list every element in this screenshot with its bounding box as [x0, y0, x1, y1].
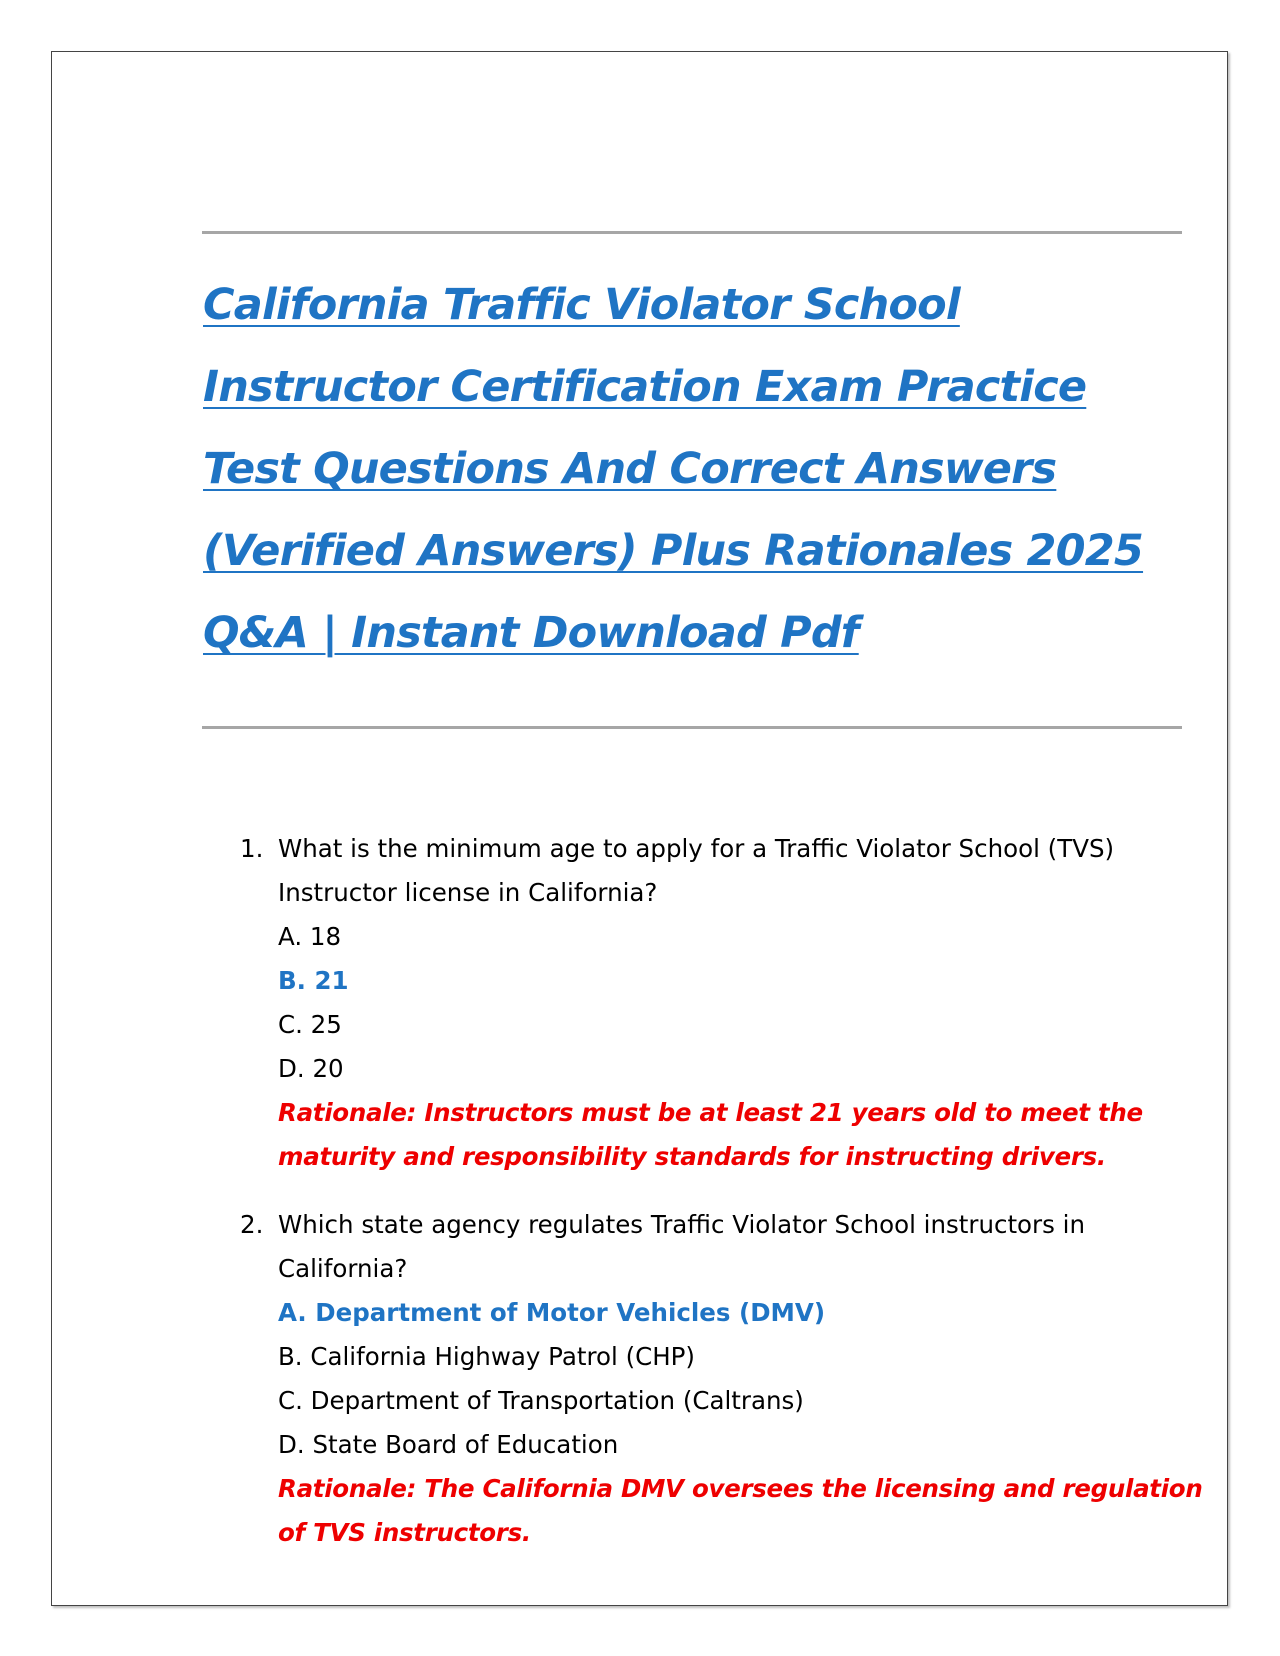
answer-option-d: D. 20 — [278, 1054, 344, 1083]
question-text: Instructor license in California? — [278, 878, 658, 907]
answer-option-b-correct: B. 21 — [278, 966, 349, 995]
answer-option-a-correct: A. Department of Motor Vehicles (DMV) — [278, 1298, 826, 1327]
answer-option-b: B. California Highway Patrol (CHP) — [278, 1342, 695, 1371]
answer-option-c: C. 25 — [278, 1010, 342, 1039]
title-line: Q&A | Instant Download Pdf — [203, 608, 859, 658]
title-line: Instructor Certification Exam Practice — [203, 362, 1087, 412]
answer-option-d: D. State Board of Education — [278, 1430, 619, 1459]
title-line: (Verified Answers) Plus Rationales 2025 — [203, 526, 1144, 576]
question-1-stem — [240, 827, 1180, 915]
question-number: 2. — [240, 1210, 264, 1239]
question-number: 1. — [240, 834, 264, 863]
answer-option-a: A. 18 — [278, 922, 342, 951]
question-2 — [240, 1203, 1203, 1555]
question-text: Which state agency regulates Traffic Violator School instructors in — [278, 1210, 1086, 1239]
question-text: What is the minimum age to apply for a Traffic Violator School (TVS) — [278, 834, 1115, 863]
title-line: Test Questions And Correct Answers — [203, 444, 1057, 494]
rationale-text: Rationale: Instructors must be at least 21 years old to meet the — [278, 1098, 1143, 1127]
bottom-divider — [202, 726, 1182, 729]
rationale-text: Rationale: The California DMV oversees the licensing and regulation — [278, 1474, 1203, 1503]
rationale-text: maturity and responsibility standards for instructing drivers. — [278, 1142, 1106, 1171]
page-frame — [51, 51, 1228, 1606]
rationale-text: of TVS instructors. — [278, 1518, 531, 1547]
question-2-stem — [240, 1203, 1180, 1291]
title-line: California Traffic Violator School — [203, 280, 960, 330]
answer-option-c: C. Department of Transportation (Caltrans) — [278, 1386, 804, 1415]
question-text: California? — [278, 1254, 408, 1283]
question-1 — [240, 827, 1180, 1179]
top-divider — [202, 231, 1182, 234]
document-title[interactable] — [203, 264, 1203, 674]
